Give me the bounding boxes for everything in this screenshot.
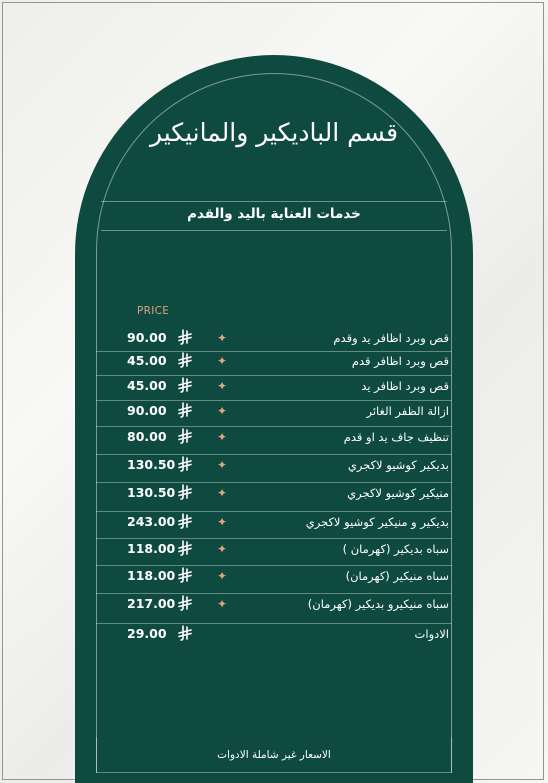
page-title: قسم الباديكير والمانيكير [149, 118, 399, 147]
saudi-riyal-icon [178, 456, 192, 472]
service-name: الادوات [414, 627, 449, 641]
price-column-heading: PRICE [137, 305, 170, 317]
four-point-star-icon: ✦ [217, 331, 228, 345]
price-list-item [96, 566, 452, 594]
service-name: سباه منيكيرو بديكير (كهرمان) [307, 597, 449, 611]
service-price: 90.00 [127, 403, 167, 418]
price-list-item [96, 594, 452, 624]
price-list-item [96, 624, 452, 652]
service-price: 45.00 [127, 353, 167, 368]
service-name: سباه منيكير (كهرمان) [345, 569, 449, 583]
service-name: قص وبرد اظافر يد وقدم [333, 331, 449, 345]
price-list-item [96, 328, 452, 352]
saudi-riyal-icon [178, 428, 192, 444]
service-price: 118.00 [127, 568, 176, 583]
service-price: 90.00 [127, 330, 167, 345]
price-list-item [96, 483, 452, 512]
price-list-item [96, 512, 452, 539]
price-list-item [96, 455, 452, 483]
saudi-riyal-icon [178, 352, 192, 368]
service-name: منيكير كوشيو لاكجري [347, 486, 449, 500]
four-point-star-icon: ✦ [217, 569, 228, 583]
four-point-star-icon: ✦ [217, 354, 228, 368]
saudi-riyal-icon [178, 402, 192, 418]
service-name: قص وبرد اظافر قدم [351, 354, 449, 368]
service-price: 130.50 [127, 485, 176, 500]
saudi-riyal-icon [178, 595, 192, 611]
four-point-star-icon: ✦ [217, 430, 228, 444]
price-list-item [96, 376, 452, 401]
price-list-item [96, 401, 452, 427]
four-point-star-icon: ✦ [217, 515, 228, 529]
page-subtitle: خدمات العناية باليد والقدم [187, 206, 361, 222]
service-price: 243.00 [127, 514, 176, 529]
four-point-star-icon: ✦ [217, 379, 228, 393]
four-point-star-icon: ✦ [217, 404, 228, 418]
four-point-star-icon: ✦ [217, 597, 228, 611]
service-price: 118.00 [127, 541, 176, 556]
saudi-riyal-icon [178, 567, 192, 583]
price-list-item [96, 351, 452, 376]
price-list-item [96, 539, 452, 566]
price-list-item [96, 427, 452, 455]
service-name: سباه بديكير (كهرمان ) [342, 542, 449, 556]
service-price: 130.50 [127, 457, 176, 472]
saudi-riyal-icon [178, 377, 192, 393]
service-price: 29.00 [127, 626, 167, 641]
service-name: قص وبرد اظافر يد [361, 379, 449, 393]
footer-note: الاسعار غير شاملة الادوات [217, 749, 331, 761]
four-point-star-icon: ✦ [217, 458, 228, 472]
service-price: 45.00 [127, 378, 167, 393]
service-name: تنظيف جاف يد او قدم [343, 430, 449, 444]
service-name: بديكير كوشيو لاكجري [347, 458, 449, 472]
saudi-riyal-icon [178, 513, 192, 529]
service-name: ازالة الظفر الغائر [366, 404, 449, 418]
saudi-riyal-icon [178, 540, 192, 556]
service-price: 80.00 [127, 429, 167, 444]
saudi-riyal-icon [178, 329, 192, 345]
service-price: 217.00 [127, 596, 176, 611]
service-name: بديكير و منيكير كوشيو لاكجري [305, 515, 449, 529]
saudi-riyal-icon [178, 484, 192, 500]
four-point-star-icon: ✦ [217, 486, 228, 500]
saudi-riyal-icon [178, 625, 192, 641]
four-point-star-icon: ✦ [217, 542, 228, 556]
